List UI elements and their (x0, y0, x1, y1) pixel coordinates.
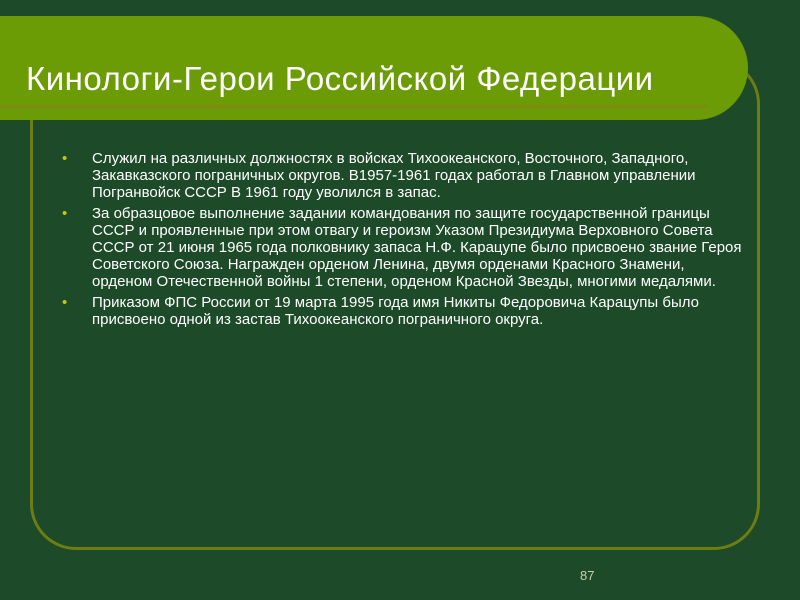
slide-title: Кинологи-Герои Российской Федерации (26, 60, 654, 97)
bullet-icon: • (62, 150, 68, 167)
bullet-text: Служил на различных должностях в войсках Тихоокеанского, Восточного, Западного, Закавказского пограничных округов. В1957-1961 годах работал в Главном управлении Погранвойск СССР В 1961 году уволился в запас. (92, 150, 696, 201)
list-item (62, 294, 742, 328)
list-item (62, 150, 742, 201)
bullet-icon: • (62, 205, 68, 222)
bullet-icon: • (62, 294, 68, 311)
bullet-text: Приказом ФПС России от 19 марта 1995 года имя Никиты Федоровича Карацупы было присвоено одной из застав Тихоокеанского пограничного округа. (92, 294, 700, 328)
page-number: 87 (580, 568, 595, 583)
bullet-text: За образцовое выполнение задании командования по защите государственной границы СССР и проявленные при этом отвагу и героизм Указом Президиума Верховного Совета СССР от 21 июня 1965 года полковнику запаса Н.Ф. Карацупе было присвоено звание Героя Советского Союза. Награжден орденом Ленина, двумя орденами Красного Знамени, орденом Отечественной войны 1 степени, орденом Красной Звезды, многими медалями. (92, 205, 742, 290)
list-item (62, 205, 742, 290)
title-bar (0, 16, 748, 120)
bullet-list (62, 150, 742, 332)
